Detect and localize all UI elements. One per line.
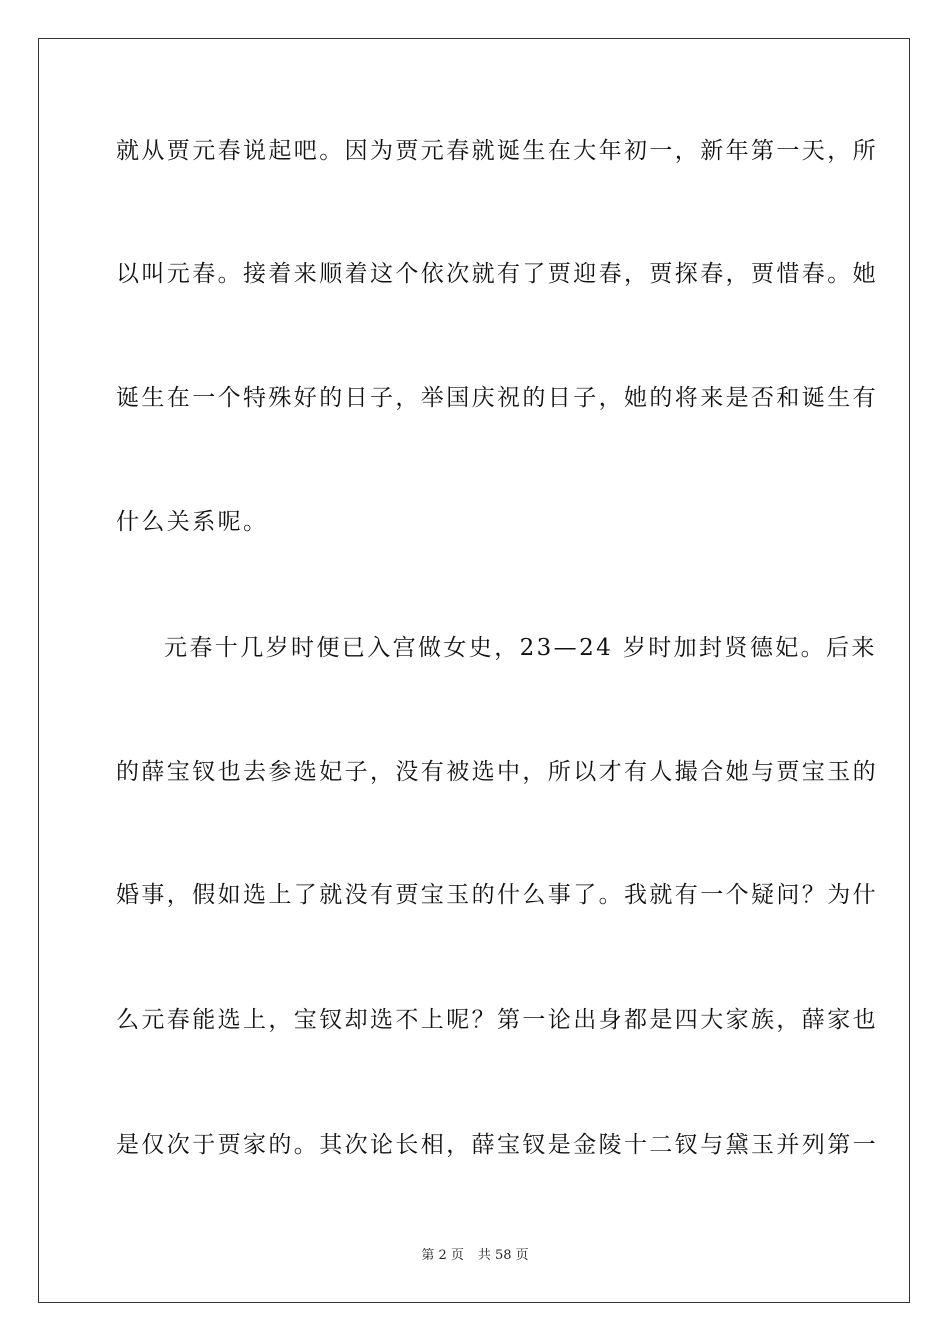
page-total: 共 58 页 bbox=[477, 1248, 529, 1263]
body-text-line: 是仅次于贾家的。其次论长相，薛宝钗是金陵十二钗与黛玉并列第一 bbox=[116, 1132, 878, 1158]
body-text-line: 就从贾元春说起吧。因为贾元春就诞生在大年初一，新年第一天，所 bbox=[116, 138, 878, 164]
body-text-line: 的薛宝钗也去参选妃子，没有被选中，所以才有人撮合她与贾宝玉的 bbox=[116, 759, 878, 785]
body-text-line: 什么关系呢。 bbox=[116, 509, 269, 535]
body-text-line: 以叫元春。接着来顺着这个依次就有了贾迎春，贾探春，贾惜春。她 bbox=[116, 261, 878, 287]
paragraph-first-line: 元春十几岁时便已入宫做女史，23—24 岁时加封贤德妃。后来 bbox=[164, 635, 877, 661]
body-text-line: 诞生在一个特殊好的日子，举国庆祝的日子，她的将来是否和诞生有 bbox=[116, 385, 878, 411]
page-number: 第 2 页 bbox=[421, 1248, 464, 1263]
body-text-line: 婚事，假如选上了就没有贾宝玉的什么事了。我就有一个疑问？为什 bbox=[116, 882, 878, 908]
page-border bbox=[38, 38, 910, 1303]
body-text-line: 么元春能选上，宝钗却选不上呢？第一论出身都是四大家族，薛家也 bbox=[116, 1007, 878, 1033]
page-footer bbox=[0, 1247, 950, 1265]
